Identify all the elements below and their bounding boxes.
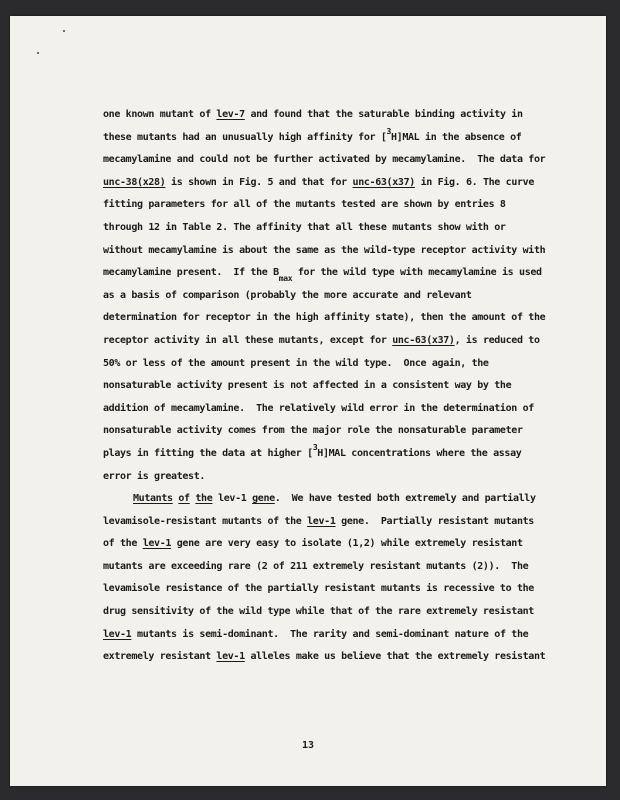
- text-line: [103, 330, 563, 353]
- text-line: nonsaturable activity present is not affected in a consistent way by the: [103, 380, 512, 392]
- text-run: levamisole-resistant mutants of the: [103, 515, 308, 527]
- text-line: 50% or less of the amount present in the wild type. Once again, the: [103, 357, 489, 369]
- text-line: [103, 443, 563, 466]
- text-run: gene are very easy to isolate (1,2) while extremely resistant: [171, 538, 523, 550]
- gene-name: lev-7: [216, 109, 245, 120]
- section-heading: [133, 493, 280, 504]
- heading-word: Mutants: [133, 493, 173, 505]
- text-line: as a basis of comparison (probably the more accurate and relevant: [103, 289, 472, 301]
- heading-word: gene: [252, 493, 275, 505]
- text-line: [103, 127, 563, 150]
- paragraph-lev1-mutants: [103, 488, 563, 669]
- text-run: receptor activity in all these mutants, except for: [103, 334, 393, 346]
- text-run: .: [274, 493, 281, 505]
- text-line: [103, 646, 563, 669]
- text-run: extremely resistant: [103, 651, 217, 663]
- text-run: H]MAL concentrations where the assay: [317, 447, 522, 459]
- text-line: without mecamylamine is about the same as the wild-type receptor activity with: [103, 244, 546, 256]
- text-run: lev-1: [212, 493, 253, 505]
- text-line: [103, 262, 563, 285]
- document-page: [10, 16, 606, 786]
- paragraph-receptor-activity: [103, 104, 563, 488]
- text-line: determination for receptor in the high affinity state), then the amount of the: [103, 312, 546, 324]
- scan-speck: [37, 52, 39, 54]
- text-run: , is reduced to: [454, 334, 540, 346]
- gene-name: unc-63(x37): [352, 176, 415, 188]
- text-line: error is greatest.: [103, 470, 206, 482]
- gene-name: lev-1: [103, 628, 132, 640]
- text-run: alleles make us believe that the extremely resistant: [244, 651, 546, 663]
- text-run: of the: [103, 538, 143, 550]
- text-line: addition of mecamylamine. The relatively wild error in the determination of: [103, 402, 534, 414]
- text-run: mecamylamine present. If the B: [103, 267, 279, 279]
- text-line: [103, 533, 563, 556]
- text-run: is shown in Fig. 5 and that for: [165, 176, 353, 188]
- scan-speck: [63, 30, 65, 32]
- text-run: in Fig. 6. The curve: [414, 176, 535, 188]
- gene-name: unc-38(x28): [103, 176, 166, 188]
- text-line: [103, 488, 563, 511]
- text-run: plays in fitting the data at higher [: [103, 447, 313, 459]
- text-line: [103, 104, 563, 127]
- text-run: H]MAL in the absence of: [391, 131, 522, 143]
- text-line: [103, 624, 563, 647]
- gene-name: lev-1: [142, 538, 172, 550]
- text-line: levamisole resistance of the partially resistant mutants is recessive to the: [103, 583, 534, 595]
- superscript: 3: [386, 126, 391, 136]
- gene-name: lev-1: [307, 515, 336, 527]
- text-run: these mutants had an unusually high affinity for [: [103, 131, 387, 143]
- gene-name: unc-63(x37): [392, 334, 455, 346]
- text-line: nonsaturable activity comes from the major role the nonsaturable parameter: [103, 425, 523, 437]
- subscript: max: [278, 274, 293, 284]
- text-run: mutants is semi-dominant. The rarity and semi-dominant nature of the: [131, 628, 529, 640]
- heading-word: the: [195, 493, 213, 505]
- heading-word: of: [178, 493, 190, 505]
- text-run: and found that the saturable binding activity in: [244, 109, 523, 120]
- body-text: [103, 104, 563, 669]
- text-line: drug sensitivity of the wild type while that of the rare extremely resistant: [103, 606, 534, 618]
- page-number: 13: [301, 740, 315, 751]
- text-run: gene. Partially resistant mutants: [335, 515, 534, 527]
- text-run: for the wild type with mecamylamine is used: [292, 267, 542, 279]
- text-line: through 12 in Table 2. The affinity that all these mutants show with or: [103, 221, 506, 233]
- text-run: one known mutant of: [103, 109, 217, 120]
- text-line: mutants are exceeding rare (2 of 211 extremely resistant mutants (2)). The: [103, 560, 529, 572]
- text-run: We have tested both extremely and partially: [280, 493, 536, 505]
- text-line: mecamylamine and could not be further activated by mecamylamine. The data for: [103, 154, 546, 166]
- text-line: [103, 172, 563, 195]
- text-line: [103, 511, 563, 534]
- gene-name: lev-1: [216, 651, 245, 663]
- superscript: 3: [312, 442, 318, 452]
- text-line: fitting parameters for all of the mutants tested are shown by entries 8: [103, 199, 506, 211]
